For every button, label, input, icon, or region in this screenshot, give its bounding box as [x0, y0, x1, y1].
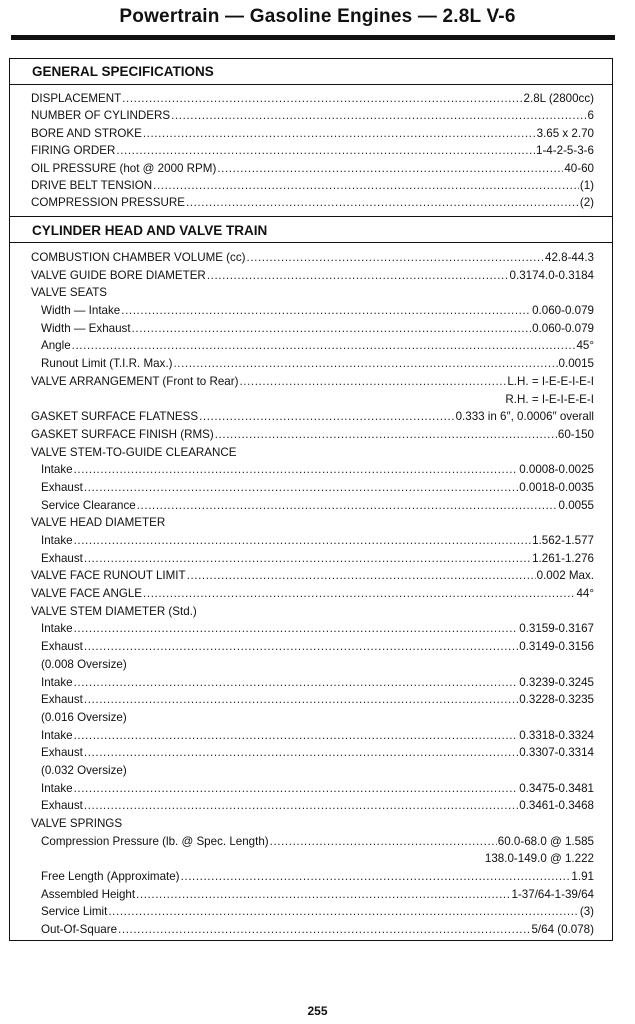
spec-value: 0.3174.0-0.3184	[509, 268, 594, 282]
leader-dots	[215, 426, 557, 444]
spec-row	[31, 302, 594, 320]
spec-row	[31, 567, 594, 585]
spec-value: 0.0018-0.0035	[519, 480, 594, 494]
spec-subheading	[31, 514, 594, 532]
spec-label: GASKET SURFACE FLATNESS	[31, 410, 199, 424]
spec-subheading	[31, 815, 594, 833]
spec-value: 1.261-1.276	[532, 551, 594, 565]
spec-label: Intake	[41, 463, 73, 477]
spec-row	[31, 160, 594, 177]
spec-value-continuation	[31, 391, 594, 409]
leader-dots	[84, 550, 531, 568]
spec-label: FIRING ORDER	[31, 144, 116, 158]
leader-dots	[136, 886, 510, 904]
leader-dots	[181, 868, 571, 886]
spec-row	[31, 620, 594, 638]
spec-label: Service Clearance	[41, 498, 136, 512]
leader-dots	[143, 585, 575, 603]
leader-dots	[84, 797, 518, 815]
spec-value: 45°	[576, 339, 594, 353]
leader-dots	[74, 780, 519, 798]
spec-value: 0.060-0.079	[532, 321, 594, 335]
spec-row	[31, 408, 594, 426]
leader-dots	[122, 90, 522, 107]
leader-dots	[74, 674, 519, 692]
leader-dots	[84, 638, 518, 656]
title-rule	[11, 35, 615, 40]
spec-value: (1)	[579, 178, 594, 192]
spec-value: 40-60	[564, 161, 594, 175]
spec-value: 0.0055	[558, 498, 594, 512]
spec-row	[31, 550, 594, 568]
spec-value: 0.3228-0.3235	[519, 693, 594, 707]
spec-label: Intake	[41, 728, 73, 742]
spec-row	[31, 461, 594, 479]
spec-value: 0.3149-0.3156	[519, 640, 594, 654]
spec-label: Free Length (Approximate)	[41, 870, 180, 884]
spec-value: 0.0015	[558, 357, 594, 371]
spec-row	[31, 479, 594, 497]
spec-value: 1.91	[571, 870, 594, 884]
spec-label: Intake	[41, 781, 73, 795]
spec-row	[31, 355, 594, 373]
spec-label: Exhaust	[41, 551, 83, 565]
spec-label: Exhaust	[41, 693, 83, 707]
spec-label: Runout Limit (T.I.R. Max.)	[41, 357, 173, 371]
leader-dots	[74, 727, 519, 745]
spec-row	[31, 797, 594, 815]
spec-label: Out-Of-Square	[41, 923, 118, 937]
spec-label: VALVE SEATS	[31, 286, 108, 300]
spec-row	[31, 886, 594, 904]
spec-value: (2)	[579, 196, 594, 210]
spec-label: Width — Exhaust	[41, 321, 131, 335]
leader-dots	[186, 194, 579, 211]
spec-label: COMPRESSION PRESSURE	[31, 196, 185, 210]
spec-value: 0.3475-0.3481	[519, 781, 594, 795]
spec-label: VALVE STEM-TO-GUIDE CLEARANCE	[31, 445, 237, 459]
spec-value: 60-150	[557, 427, 594, 441]
spec-label: NUMBER OF CYLINDERS	[31, 109, 171, 123]
spec-label: Exhaust	[41, 640, 83, 654]
leader-dots	[199, 408, 454, 426]
spec-label: BORE AND STROKE	[31, 126, 142, 140]
spec-row	[31, 194, 594, 211]
leader-dots	[153, 177, 579, 194]
spec-row	[31, 373, 594, 391]
general-specifications-header: GENERAL SPECIFICATIONS	[10, 59, 612, 85]
spec-label: VALVE HEAD DIAMETER	[31, 516, 166, 530]
spec-value: 60.0-68.0 @ 1.585	[497, 834, 594, 848]
spec-label: Width — Intake	[41, 304, 121, 318]
spec-subheading	[31, 444, 594, 462]
spec-value: 44°	[576, 587, 594, 601]
spec-row	[31, 780, 594, 798]
spec-row	[31, 921, 594, 939]
spec-value: 5/64 (0.078)	[531, 923, 594, 937]
spec-value: L.H. = I-E-E-I-E-I	[507, 374, 594, 388]
spec-subheading	[31, 656, 594, 674]
spec-label: VALVE FACE RUNOUT LIMIT	[31, 569, 186, 583]
spec-row	[31, 585, 594, 603]
leader-dots	[143, 125, 536, 142]
spec-value: 1-37/64-1-39/64	[511, 887, 594, 901]
spec-value: 1.562-1.577	[532, 534, 594, 547]
leader-dots	[74, 461, 519, 479]
spec-label: Angle	[41, 339, 71, 353]
leader-dots	[74, 620, 519, 638]
spec-label: Exhaust	[41, 799, 83, 813]
spec-value: 0.3239-0.3245	[519, 675, 594, 689]
leader-dots	[108, 903, 578, 921]
spec-row	[31, 691, 594, 709]
leader-dots	[270, 833, 497, 851]
spec-label: (0.032 Oversize)	[41, 763, 127, 777]
spec-row	[31, 638, 594, 656]
spec-value: 0.333 in 6″, 0.0006″ overall	[455, 410, 594, 424]
spec-row	[31, 727, 594, 745]
spec-row	[31, 674, 594, 692]
page-number: 255	[307, 1004, 328, 1018]
spec-value: 0.3318-0.3324	[519, 728, 594, 742]
spec-value: 42.8-44.3	[545, 251, 594, 264]
spec-value: 3.65 x 2.70	[536, 126, 594, 140]
spec-row	[31, 833, 594, 851]
spec-label: VALVE STEM DIAMETER (Std.)	[31, 604, 197, 618]
spec-label: Service Limit	[41, 905, 108, 919]
spec-row	[31, 125, 594, 142]
spec-label: GASKET SURFACE FINISH (RMS)	[31, 427, 214, 441]
spec-value-continuation	[31, 850, 594, 868]
leader-dots	[173, 355, 557, 373]
spec-row	[31, 267, 594, 285]
leader-dots	[84, 691, 518, 709]
cylinder-head-rows	[31, 249, 594, 939]
leader-dots	[74, 532, 532, 550]
spec-row	[31, 337, 594, 355]
cylinder-head-valve-train-header: CYLINDER HEAD AND VALVE TRAIN	[10, 216, 612, 243]
leader-dots	[84, 479, 518, 497]
spec-row	[31, 903, 594, 921]
general-specifications-rows	[31, 90, 594, 212]
spec-value: (3)	[579, 905, 594, 919]
spec-label: VALVE FACE ANGLE	[31, 587, 143, 601]
spec-subheading	[31, 284, 594, 302]
spec-value: 0.3159-0.3167	[519, 622, 594, 636]
spec-value: 138.0-149.0 @ 1.222	[484, 852, 594, 866]
spec-value: 0.060-0.079	[532, 304, 594, 318]
spec-value: 1-4-2-5-3-6	[536, 144, 594, 158]
spec-label: VALVE SPRINGS	[31, 817, 123, 830]
leader-dots	[121, 302, 531, 320]
leader-dots	[84, 744, 518, 762]
spec-row	[31, 497, 594, 515]
spec-label: Intake	[41, 622, 73, 636]
spec-value: 2.8L (2800cc)	[523, 92, 594, 105]
spec-label: (0.016 Oversize)	[41, 710, 127, 724]
spec-label: Assembled Height	[41, 887, 136, 901]
spec-label: COMBUSTION CHAMBER VOLUME (cc)	[31, 251, 246, 264]
spec-label: Intake	[41, 675, 73, 689]
spec-label: OIL PRESSURE (hot @ 2000 RPM)	[31, 161, 217, 175]
spec-row	[31, 177, 594, 194]
leader-dots	[72, 337, 576, 355]
spec-label: VALVE GUIDE BORE DIAMETER	[31, 268, 206, 282]
spec-row	[31, 868, 594, 886]
spec-subheading	[31, 603, 594, 621]
spec-label: Exhaust	[41, 480, 83, 494]
leader-dots	[217, 160, 563, 177]
spec-value: 0.002 Max.	[536, 569, 594, 583]
spec-value: 0.3461-0.3468	[519, 799, 594, 813]
leader-dots	[239, 373, 506, 391]
spec-subheading	[31, 709, 594, 727]
leader-dots	[137, 497, 558, 515]
spec-label: DISPLACEMENT	[31, 92, 122, 105]
leader-dots	[132, 320, 532, 338]
page-title: Powertrain — Gasoline Engines — 2.8L V-6	[119, 6, 516, 27]
spec-subheading	[31, 762, 594, 780]
spec-label: DRIVE BELT TENSION	[31, 178, 153, 192]
spec-row	[31, 142, 594, 159]
spec-row	[31, 249, 594, 267]
spec-row	[31, 320, 594, 338]
spec-row	[31, 426, 594, 444]
leader-dots	[171, 107, 586, 124]
spec-label: Exhaust	[41, 746, 83, 760]
spec-label: Intake	[41, 534, 73, 547]
spec-row	[31, 107, 594, 124]
spec-label: VALVE ARRANGEMENT (Front to Rear)	[31, 374, 239, 388]
spec-value: 0.3307-0.3314	[519, 746, 594, 760]
spec-label: (0.008 Oversize)	[41, 657, 127, 671]
spec-value: 6	[587, 109, 594, 123]
spec-row	[31, 90, 594, 107]
spec-row	[31, 532, 594, 550]
leader-dots	[247, 249, 545, 267]
spec-value: R.H. = I-E-I-E-E-I	[505, 392, 594, 406]
spec-row	[31, 744, 594, 762]
specifications-table	[9, 58, 613, 941]
leader-dots	[116, 142, 535, 159]
leader-dots	[118, 921, 530, 939]
leader-dots	[187, 567, 536, 585]
spec-label: Compression Pressure (lb. @ Spec. Length)	[41, 834, 269, 848]
spec-value: 0.0008-0.0025	[519, 463, 594, 477]
leader-dots	[207, 267, 509, 285]
